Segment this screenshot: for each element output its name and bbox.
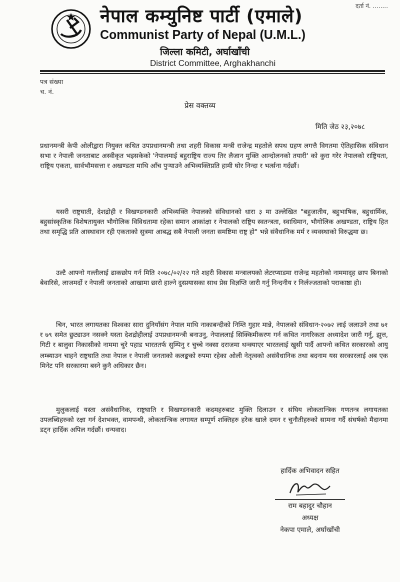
dispatch-number-label: च. नं.: [40, 88, 54, 96]
body-paragraph: उल्टै आफ्नो गल्तीलाई ढाकछोप गर्न मिति २०७८/०२/२२ गते शहरी विकास मन्त्रालयको लेटरप्याडमा राजेन्द्र महतोको नाममाद्ह छाप बिनाको बेवारिसे, लाजमर्दो र नेपाली जनताको आखामा छारो हाल्ने दुस्प्रयासका साथ प्रेस विज्ञप्ति जारी गर्नु निन्दनीय र निर्लज्जताको पराकाष्ठा हो।: [40, 269, 388, 288]
body-paragraph: प्रधानमन्त्री केपी ओलीद्वारा नियुक्त कथित उपप्रधानमन्त्री तथा शहरी विकास मन्त्री राजेन्द्र महतोले सपथ ग्रहण लगत्तै विगतमा ऐतिहासिक संविधान सभा र नेपाली जनताबाट अस्वीकृत भइसकेको 'नेपालमाई बहुराष्ट्रिय राज्य तिर लैजान मुक्ति आन्दोलनको तयारी' को कुरा गरेर नेपालको राष्ट्रियता, राष्ट्रिय एकता, सार्वभौमसत्ता र अखण्डता माथि आँच पुऱ्याउने अभिव्यक्तिप्रति हामी घोर निन्दा र भर्त्सना गर्दछौं।: [40, 142, 388, 171]
top-reference: दर्ता नं. ........: [355, 3, 388, 10]
document-date: मिति जेठ २३,२०७८: [315, 123, 365, 131]
party-logo-icon: [50, 8, 92, 50]
committee-name-english: District Committee, Arghakhanchi: [150, 58, 276, 68]
body-paragraph: चिन, भारत लगायतका विश्वका सारा दुनियाँसंग नेपाल माथि नाकाबन्दीको निम्ति गुहार मान्ने, नेपालको संविधान-२०७२ लाई जलाउने तथा ७१ र ७९ समेत छुट्याउन नसक्ने यस्ता देशद्रोहीलाई उपप्रधानमन्त्री बनाउनु, नेपाललाई सिक्किमीकरण गर्न कथित नागरिकता अध्यादेश जारी गर्नु, झुत्त, गिटी र बालुवा निकासीको नाममा चुरे पहाड भारततर्फ सुम्पिनु र चुच्चे नक्सा दराजमा थन्क्याएर भारतलाई खुसी पार्दै आफ्नो कथित सरकारको आयु लम्ब्याउन चाहने राष्ट्रघाति तथा नेपाल र नेपाली जनताको कलङ्कको रुपमा रहेका ओली नेतृत्वको असंवैधानिक तथा बदनाम यस सरकारलाई अब एक मिनेट पनि सरकारमा बस्ने कुनै अधिकार छैन।: [40, 321, 388, 370]
header-divider: [40, 70, 385, 72]
signatory-position: अध्यक्ष: [301, 514, 319, 522]
signatory-organization: नेकपा एमाले, अर्घाखाँची: [280, 526, 340, 534]
committee-name-nepali: जिल्ला कमिटी, अर्घाखाँची: [160, 47, 250, 58]
header-divider-thin: [40, 73, 385, 74]
closing-line: हार्दिक अभिवादन सहित: [280, 467, 340, 475]
body-paragraph: मुलुकलाई यस्ता असंवैधानिक, राष्ट्रघाति र विखण्डनकारी कदमहरुबाट मुक्ति दिलाउन र संघिय लोकतान्त्रिक गणतन्त्र लगायतका उपलब्धिहरुको रक्षा गर्न देशभक्त, वामपन्थी, लोकतान्त्रिक लगायत सम्पूर्ण शक्तिहरु हरेक खाले दमन र चुनौतीहरुको सामना गर्दै संघर्षको मैदानमा डट्न हार्दिक अपिल गर्दछौं। धन्यवाद।: [40, 406, 388, 435]
document-title: प्रेस वक्तव्य: [184, 101, 216, 110]
signature-block: [240, 465, 380, 536]
body-paragraph: यसरी राष्ट्रघाती, देशद्रोही र विखण्डनकारी अभिव्यक्ति नेपालको संविधानको धारा ३ मा उल्लेखित "बहुजातीय, बहुभाषिक, बहुधार्मिक, बहुसांस्कृतिक विशेषतायुक्त भौगोलिक विविधतामा रहेका समान आकांक्षा र नेपालको राष्ट्रिय स्वतन्त्रता, स्वाधिमान, भौगोलिक अखण्डता, राष्ट्रिय हित तथा समृद्धि प्रति आस्थावान रही एकताको सुत्रमा आबद्ध सबै नेपाली जनता समष्टिमा राष्ट्र हो" भन्ने संवैधानिक मर्म र व्यवस्थाको विरुद्धमा छ।: [40, 208, 388, 237]
handwritten-signature: [240, 477, 380, 499]
signatory-name: राम बहादुर चौहान: [288, 502, 332, 510]
party-name-english: Communist Party of Nepal (U.M.L.): [100, 28, 306, 42]
letter-number-label: पत्र संख्या: [40, 78, 63, 86]
party-name-nepali: नेपाल कम्युनिष्ट पार्टी (एमाले): [100, 6, 303, 27]
